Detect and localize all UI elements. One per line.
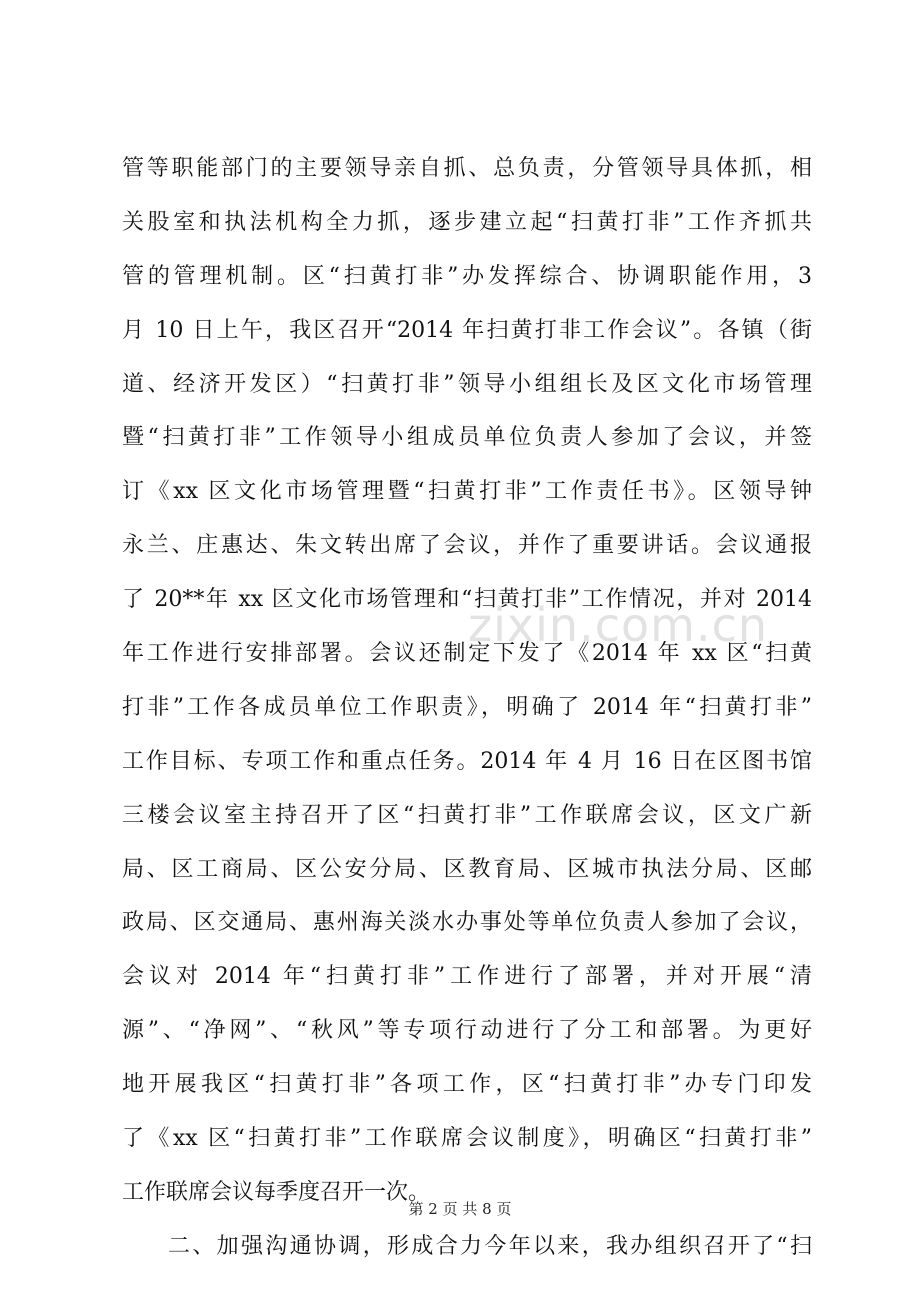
text-line: 局、区工商局、区公安分局、区教育局、区城市执法分局、区邮 (122, 856, 812, 882)
text-line: 工作目标、专项工作和重点任务。2014 年 4 月 16 日在区图书馆 (122, 748, 812, 774)
text-line: 订《xx 区文化市场管理暨“扫黄打非”工作责任书》。区领导钟 (122, 479, 812, 505)
text-line-section-heading: 二、加强沟通协调，形成合力今年以来，我办组织召开了“扫 (168, 1233, 812, 1259)
text-line: 打非”工作各成员单位工作职责》，明确了 2014 年“扫黄打非” (122, 694, 812, 720)
text-line: 三楼会议室主持召开了区“扫黄打非”工作联席会议，区文广新 (122, 802, 812, 828)
body-text (122, 142, 812, 1274)
text-line: 管的管理机制。区“扫黄打非”办发挥综合、协调职能作用，3 (122, 263, 812, 289)
page-footer: 第 2 页 共 8 页 (408, 1200, 512, 1218)
text-line: 政局、区交通局、惠州海关淡水办事处等单位负责人参加了会议， (122, 910, 812, 936)
text-line: 管等职能部门的主要领导亲自抓、总负责，分管领导具体抓，相 (122, 156, 812, 181)
text-line: 了《xx 区“扫黄打非”工作联席会议制度》，明确区“扫黄打非” (122, 1126, 812, 1152)
text-line: 了 20**年 xx 区文化市场管理和“扫黄打非”工作情况，并对 2014 (122, 587, 812, 613)
text-line: 暨“扫黄打非”工作领导小组成员单位负责人参加了会议，并签 (122, 425, 812, 451)
text-line: 会议对 2014 年“扫黄打非”工作进行了部署，并对开展“清 (122, 964, 812, 990)
text-line: 月 10 日上午，我区召开“2014 年扫黄打非工作会议”。各镇（街 (122, 317, 812, 343)
text-line: 道、经济开发区）“扫黄打非”领导小组组长及区文化市场管理 (122, 371, 812, 397)
text-line: 关股室和执法机构全力抓，逐步建立起“扫黄打非”工作齐抓共 (122, 209, 812, 235)
text-line-paragraph-end: 工作联席会议每季度召开一次。 (122, 1179, 431, 1205)
text-line: 永兰、庄惠达、朱文转出席了会议，并作了重要讲话。会议通报 (122, 533, 812, 559)
text-line: 年工作进行安排部署。会议还制定下发了《2014 年 xx 区“扫黄 (122, 641, 812, 667)
text-line: 源”、“净网”、“秋风”等专项行动进行了分工和部署。为更好 (122, 1018, 812, 1044)
text-line: 地开展我区“扫黄打非”各项工作，区“扫黄打非”办专门印发 (122, 1072, 812, 1098)
watermark: zixin.com.cn (468, 598, 769, 652)
